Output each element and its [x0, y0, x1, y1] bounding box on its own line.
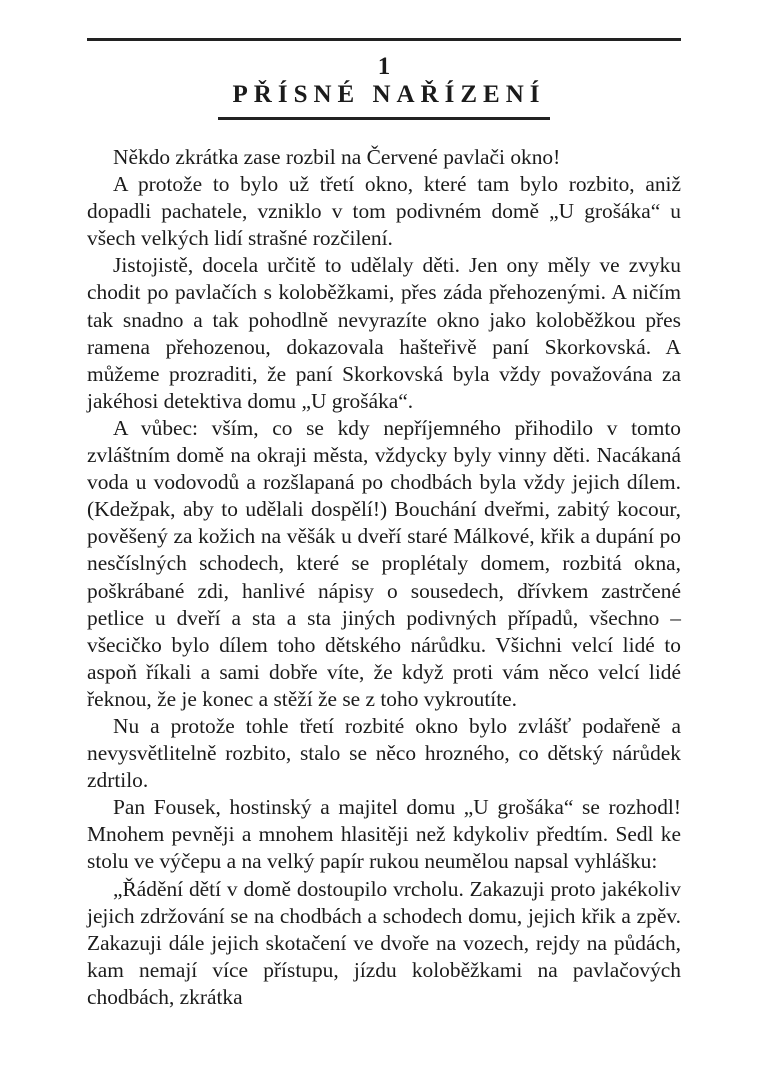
book-page	[87, 38, 681, 1011]
paragraph: Někdo zkrátka zase rozbil na Červené pavlači okno!	[113, 145, 561, 169]
chapter-number: 1	[377, 53, 391, 80]
paragraph: Jistojistě, docela určitě to udělaly děti. Jen ony měly ve zvyku chodit po pavlačích s koloběžkami, přes záda přehozenými. A ničím tak snadno a tak pohodlně nevyrazíte okno jako koloběžkou přes ramena přehozenou, dokazovala hašteřivě paní Skorkovská. A můžeme prozraditi, že paní Skorkovská byla vždy považována za jakéhosi detektiva domu „U grošáka“.	[87, 253, 681, 413]
paragraph: A vůbec: vším, co se kdy nepříjemného přihodilo v tomto zvláštním domě na okraji města, vždycky byly vinny děti. Nacákaná voda u vodovodů a rozšlapaná po chodbách byla vždy jejich dílem. (Kdežpak, aby to udělali dospělí!) Bouchání dveřmi, zabitý kocour, pověšený za kožich na věšák u dveří staré Málkové, křik a dupání po nesčíslných schodech, které se proplétaly domem, rozbitá okna, poškrábané zdi, hanlivé nápisy o sousedech, dřívkem zastrčené petlice u dveří a sta a sta jiných podivných případů, všechno – všecičko bylo dílem toho dětského nárůdku. Všichni velcí lidé to aspoň říkali a sami dobře víte, že když proti vám něco velcí lidé řeknou, že je konec a stěží že se z toho vykroutíte.	[87, 415, 681, 711]
paragraph: „Řádění dětí v domě dostoupilo vrcholu. Zakazuji proto jakékoliv jejich zdržování se na chodbách a schodech domu, jejich křik a zpěv. Zakazuji dále jejich skotačení ve dvoře na vozech, rejdy na půdách, kam nemají více přístupu, jízdu koloběžkami na pavlačových chodbách, zkrátka	[87, 876, 681, 1009]
chapter-title: PŘÍSNÉ NAŘÍZENÍ	[232, 81, 546, 108]
paragraph: Nu a protože tohle třetí rozbité okno bylo zvlášť podařeně a nevysvětlitelně rozbito, stalo se něco hrozného, co dětský nárůdek zdrtilo.	[87, 713, 681, 793]
title-underline	[218, 117, 550, 120]
paragraph: Pan Fousek, hostinský a majitel domu „U grošáka“ se rozhodl! Mnohem pevněji a mnohem hlasitěji než kdykoliv předtím. Sedl ke stolu ve výčepu a na velký papír rukou neumělou napsal vyhlášku:	[87, 795, 681, 874]
chapter-body	[87, 144, 681, 1011]
paragraph: A protože to bylo už třetí okno, které tam bylo rozbito, aniž dopadli pachatele, vzniklo v tom podivném domě „U grošáka“ u všech velkých lidí strašné rozčilení.	[87, 172, 681, 251]
top-rule	[87, 38, 681, 41]
